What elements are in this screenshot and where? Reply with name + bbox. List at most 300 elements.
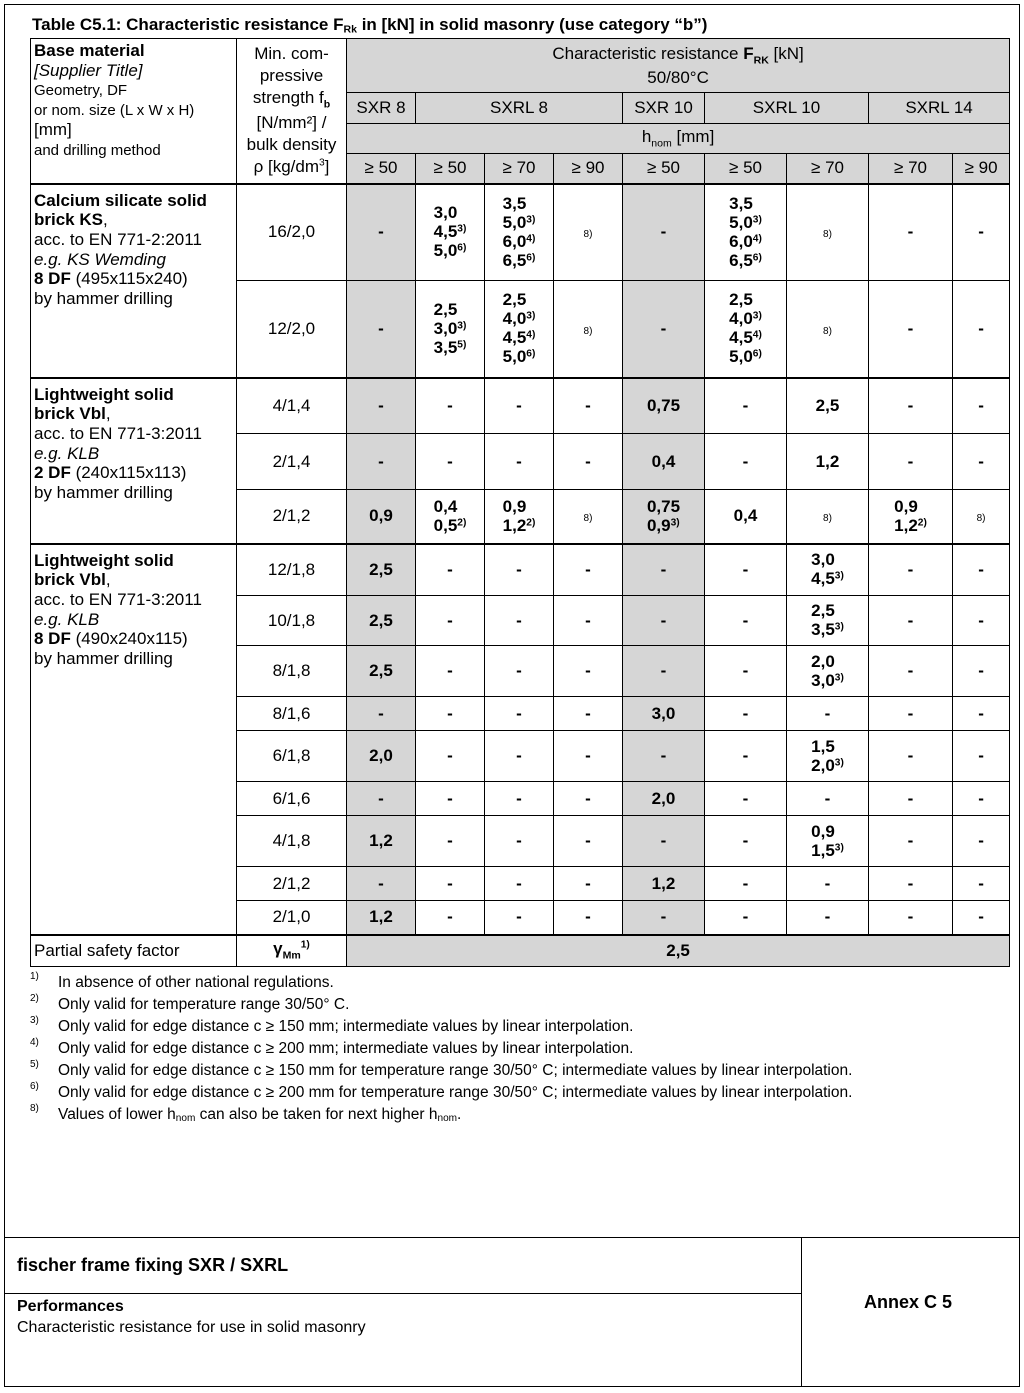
value-text: 0,9 <box>502 496 527 516</box>
value-text: - <box>907 661 914 681</box>
value-text: - <box>585 873 591 893</box>
value-text: 1,2 <box>651 873 676 893</box>
footnote-ref: 3) <box>834 757 844 769</box>
value-cell <box>347 281 416 378</box>
footnote-ref: 4) <box>752 233 762 245</box>
value-text: - <box>585 559 591 579</box>
value-text: 5,0 <box>502 347 527 367</box>
value-text: 1,2 <box>894 515 918 535</box>
value-text: - <box>978 451 984 471</box>
value-text: 5,0 <box>729 212 753 232</box>
value-text: - <box>742 395 749 415</box>
value-text: - <box>447 451 453 471</box>
value-text: - <box>516 746 522 766</box>
footnote-text: Only valid for edge distance c ≥ 150 mm for temperature range 30/50° C; intermediate values by linear interpolation. <box>58 1062 853 1079</box>
value-cell <box>953 434 1010 490</box>
hnom-header: $h_{nom}$ [mm] <box>347 124 1010 154</box>
value-cell <box>554 697 623 731</box>
value-text: - <box>447 831 453 851</box>
footnote-ref: 3) <box>670 517 680 529</box>
footnote-ref: 2) <box>526 517 536 529</box>
footer-vertical-divider <box>801 1237 802 1387</box>
footnote-ref: 3) <box>834 570 844 582</box>
footnote-text: Only valid for edge distance c ≥ 150 mm; intermediate values by linear interpolation. <box>58 1018 634 1035</box>
value-cell <box>787 378 869 434</box>
value-text: - <box>378 788 384 808</box>
value-text: - <box>447 746 453 766</box>
safety-factor-symbol: $\gamma_{Mm}^{1)}$ <box>237 935 347 967</box>
value-text: - <box>660 907 667 927</box>
value-cell <box>953 901 1010 935</box>
strength-header: Min. com- pressive strength $f_b$ [N/mm²] / bulk density ρ $[kg/dm^3]$ <box>237 39 347 184</box>
value-cell <box>787 184 869 281</box>
table-title: Table C5.1: Characteristic resistance $F_{Rk}$ in [kN] in solid masonry (use category “b”) <box>32 15 708 36</box>
footnote-ref: 3) <box>457 223 467 235</box>
value-cell <box>623 782 705 816</box>
value-text: 6,0 <box>729 231 753 251</box>
footnote-ref: 5) <box>457 339 467 351</box>
value-cell <box>554 901 623 935</box>
base-material-cell: Lightweight solid brick Vbl, acc. to EN 771-3:2011 e.g. KLB 8 DF (490x240x115) by hammer drilling <box>31 544 237 935</box>
value-cell <box>416 434 485 490</box>
value-text: 3,0 <box>433 203 458 223</box>
value-cell <box>416 731 485 782</box>
value-text: 6,5 <box>729 250 753 270</box>
value-text: - <box>742 451 749 471</box>
strength-cell: 2/1,4 <box>237 434 347 490</box>
table-row <box>31 378 1010 434</box>
value-text: - <box>742 788 749 808</box>
value-cell <box>416 697 485 731</box>
value-text: - <box>378 318 384 338</box>
footnote-ref: 3) <box>834 621 844 633</box>
value-text: - <box>660 222 667 242</box>
value-text: - <box>978 831 984 851</box>
value-cell <box>787 596 869 646</box>
value-text: - <box>516 395 522 415</box>
value-text: - <box>824 907 831 927</box>
value-text: - <box>978 610 984 630</box>
value-cell <box>485 731 554 782</box>
footnote-mark: 8) <box>30 1103 39 1114</box>
value-text: - <box>742 703 749 723</box>
value-text: 0,75 <box>646 496 681 516</box>
value-text: - <box>447 559 453 579</box>
value-cell <box>953 731 1010 782</box>
footnote-ref: 3) <box>834 842 844 854</box>
value-cell <box>787 434 869 490</box>
value-cell <box>485 378 554 434</box>
value-cell <box>787 697 869 731</box>
value-text: 2,0 <box>811 755 835 775</box>
value-cell <box>485 697 554 731</box>
value-text: - <box>516 831 522 851</box>
value-cell <box>705 378 787 434</box>
value-text: - <box>660 318 667 338</box>
footnote-item <box>30 1060 852 1082</box>
value-text: - <box>516 661 522 681</box>
value-text: 1,2 <box>815 451 840 471</box>
value-cell <box>705 697 787 731</box>
value-cell <box>705 867 787 901</box>
footnote-ref: 8) <box>976 513 986 525</box>
value-text: - <box>585 703 591 723</box>
value-cell <box>953 184 1010 281</box>
value-text: - <box>907 873 914 893</box>
depth-header: ≥ 50 <box>623 154 705 184</box>
product-name: fischer frame fixing SXR / SXRL <box>17 1255 289 1275</box>
value-cell <box>869 434 953 490</box>
value-text: - <box>447 610 453 630</box>
value-cell <box>416 281 485 378</box>
strength-cell: 12/2,0 <box>237 281 347 378</box>
strength-cell: 12/1,8 <box>237 544 347 596</box>
value-text: - <box>742 873 749 893</box>
value-text: - <box>585 831 591 851</box>
value-cell <box>554 434 623 490</box>
value-text: - <box>978 703 984 723</box>
value-text: 2,5 <box>369 559 393 579</box>
value-text: - <box>516 907 522 927</box>
value-cell <box>347 646 416 697</box>
value-cell <box>554 867 623 901</box>
value-cell <box>705 490 787 544</box>
value-text: - <box>378 395 384 415</box>
footnote-ref: 3) <box>526 310 536 322</box>
value-cell <box>347 378 416 434</box>
section-title: Performances <box>17 1298 124 1315</box>
value-text: 6,0 <box>502 231 527 251</box>
section-subtitle: Characteristic resistance for use in solid masonry <box>17 1319 366 1336</box>
value-text: - <box>978 746 984 766</box>
value-cell <box>953 281 1010 378</box>
value-text: - <box>907 788 914 808</box>
depth-header: ≥ 70 <box>869 154 953 184</box>
value-text: - <box>516 610 522 630</box>
value-cell <box>787 281 869 378</box>
footnote-ref: 8) <box>823 513 832 525</box>
value-cell <box>623 434 705 490</box>
value-text: 6,5 <box>502 250 527 270</box>
value-cell <box>623 490 705 544</box>
value-text: - <box>660 559 667 579</box>
value-text: - <box>978 661 984 681</box>
value-text: - <box>447 395 453 415</box>
strength-cell: 10/1,8 <box>237 596 347 646</box>
value-text: 3,0 <box>651 703 676 723</box>
value-cell <box>953 816 1010 867</box>
value-text: 4,5 <box>811 569 835 589</box>
value-text: - <box>447 703 453 723</box>
value-text: - <box>585 788 591 808</box>
value-text: - <box>907 746 914 766</box>
value-cell <box>416 816 485 867</box>
value-text: - <box>516 703 522 723</box>
value-cell <box>485 901 554 935</box>
value-text: 0,9 <box>369 506 393 526</box>
footnote-text: Only valid for temperature range 30/50° C. <box>58 996 350 1013</box>
value-text: 0,9 <box>646 515 671 535</box>
value-cell <box>787 646 869 697</box>
value-text: 2,5 <box>433 299 458 319</box>
footnote-text: In absence of other national regulations. <box>58 974 334 991</box>
value-text: 3,5 <box>729 193 753 213</box>
product-sxr8: SXR 8 <box>347 93 416 124</box>
value-cell <box>705 184 787 281</box>
value-text: - <box>585 451 591 471</box>
footnote-mark: 1) <box>30 971 39 982</box>
footnote-ref: 8) <box>583 325 593 337</box>
value-text: - <box>447 788 453 808</box>
value-cell <box>485 816 554 867</box>
value-cell <box>554 378 623 434</box>
value-cell <box>953 867 1010 901</box>
value-cell <box>485 490 554 544</box>
value-text: 4,5 <box>729 328 753 348</box>
footnote-ref: 8) <box>823 325 832 337</box>
footnote-ref: 8) <box>583 513 593 525</box>
value-cell <box>485 434 554 490</box>
value-cell <box>787 867 869 901</box>
value-text: - <box>378 451 384 471</box>
value-text: 2,5 <box>502 290 527 310</box>
depth-header: ≥ 50 <box>416 154 485 184</box>
value-cell <box>485 281 554 378</box>
strength-cell: 6/1,6 <box>237 782 347 816</box>
value-cell <box>869 697 953 731</box>
value-cell <box>953 490 1010 544</box>
value-text: 5,0 <box>502 212 527 232</box>
value-cell <box>869 378 953 434</box>
footnote-item <box>30 1038 852 1060</box>
value-text: - <box>585 661 591 681</box>
strength-cell: 2/1,2 <box>237 867 347 901</box>
value-cell <box>554 731 623 782</box>
value-cell <box>347 901 416 935</box>
footnote-item: 8) Values of lower $h_{nom}$ can also be taken for next higher $h_{nom}$. <box>30 1104 852 1130</box>
value-text: 3,0 <box>811 550 835 570</box>
safety-factor-label: Partial safety factor <box>31 935 237 967</box>
value-cell <box>416 378 485 434</box>
value-text: - <box>585 746 591 766</box>
value-text: - <box>978 395 984 415</box>
footnote-mark: 3) <box>30 1015 39 1026</box>
strength-cell: 16/2,0 <box>237 184 347 281</box>
value-text: - <box>907 451 914 471</box>
footnote-ref: 6) <box>752 252 762 264</box>
value-text: 1,2 <box>369 907 393 927</box>
value-text: 0,5 <box>433 515 458 535</box>
value-text: - <box>907 395 914 415</box>
product-sxrl8: SXRL 8 <box>416 93 623 124</box>
value-text: 2,0 <box>651 788 676 808</box>
value-cell <box>623 816 705 867</box>
value-text: - <box>660 661 667 681</box>
value-text: - <box>824 788 831 808</box>
value-cell <box>623 867 705 901</box>
value-cell <box>347 816 416 867</box>
footnote-ref: 4) <box>526 329 536 341</box>
footnote-text: Only valid for edge distance c ≥ 200 mm for temperature range 30/50° C; intermediate values by linear interpolation. <box>58 1084 853 1101</box>
value-text: - <box>907 222 914 242</box>
value-text: - <box>742 746 749 766</box>
value-cell <box>347 434 416 490</box>
value-cell <box>953 697 1010 731</box>
value-text: - <box>742 831 749 851</box>
value-cell <box>953 782 1010 816</box>
footnotes <box>30 972 852 1130</box>
value-cell <box>554 281 623 378</box>
value-cell <box>623 596 705 646</box>
value-cell <box>953 544 1010 596</box>
footnote-ref: 3) <box>752 310 762 322</box>
footnote-mark: 6) <box>30 1081 39 1092</box>
value-text: - <box>907 559 914 579</box>
product-sxrl14: SXRL 14 <box>869 93 1010 124</box>
value-text: - <box>516 559 522 579</box>
value-text: 0,75 <box>646 395 681 415</box>
value-text: 5,0 <box>433 241 458 261</box>
value-text: 5,0 <box>729 347 753 367</box>
strength-cell: 2/1,0 <box>237 901 347 935</box>
value-cell <box>554 596 623 646</box>
footnote-mark: 2) <box>30 993 39 1004</box>
value-cell <box>416 867 485 901</box>
depth-header: ≥ 70 <box>485 154 554 184</box>
footnote-ref: 3) <box>457 320 467 332</box>
value-cell <box>623 281 705 378</box>
value-cell <box>705 596 787 646</box>
value-cell <box>705 731 787 782</box>
value-text: - <box>660 831 667 851</box>
value-cell <box>416 184 485 281</box>
value-cell <box>787 816 869 867</box>
value-text: - <box>978 788 984 808</box>
value-cell <box>705 816 787 867</box>
strength-cell: 4/1,8 <box>237 816 347 867</box>
footnote-item <box>30 1016 852 1038</box>
depth-header: ≥ 90 <box>953 154 1010 184</box>
value-cell <box>953 646 1010 697</box>
value-cell <box>623 901 705 935</box>
value-text: - <box>824 873 831 893</box>
base-material-cell: Lightweight solid brick Vbl, acc. to EN 771-3:2011 e.g. KLB 2 DF (240x115x113) by hammer drilling <box>31 378 237 544</box>
value-cell <box>416 490 485 544</box>
depth-header: ≥ 50 <box>705 154 787 184</box>
value-text: - <box>824 703 831 723</box>
value-text: 2,5 <box>729 290 753 310</box>
strength-cell: 8/1,6 <box>237 697 347 731</box>
product-sxr10: SXR 10 <box>623 93 705 124</box>
footnote-text: Only valid for edge distance c ≥ 200 mm; intermediate values by linear interpolation. <box>58 1040 634 1057</box>
annex-label: Annex C 5 <box>864 1292 953 1312</box>
footer-divider <box>4 1237 1020 1238</box>
value-text: 2,5 <box>811 601 835 621</box>
value-text: - <box>978 318 984 338</box>
value-text: 3,0 <box>433 318 458 338</box>
strength-cell: 8/1,8 <box>237 646 347 697</box>
value-text: - <box>447 907 453 927</box>
value-text: - <box>447 873 453 893</box>
product-sxrl10: SXRL 10 <box>705 93 869 124</box>
value-text: 2,5 <box>815 395 840 415</box>
footnote-item <box>30 972 852 994</box>
depth-header: ≥ 70 <box>787 154 869 184</box>
table-row <box>31 184 1010 281</box>
value-text: 2,0 <box>369 746 393 766</box>
value-cell <box>787 731 869 782</box>
value-cell <box>869 490 953 544</box>
value-cell <box>416 901 485 935</box>
value-cell <box>485 782 554 816</box>
value-text: - <box>516 788 522 808</box>
value-text: - <box>585 907 591 927</box>
value-text: - <box>585 395 591 415</box>
value-cell <box>347 782 416 816</box>
value-cell <box>347 867 416 901</box>
value-cell <box>787 544 869 596</box>
value-cell <box>869 867 953 901</box>
footnote-ref: 6) <box>457 242 467 254</box>
value-text: 2,5 <box>369 610 393 630</box>
value-cell <box>485 646 554 697</box>
value-text: 1,2 <box>369 831 393 851</box>
value-text: 0,4 <box>651 451 676 471</box>
footnote-ref: 8) <box>823 229 832 241</box>
value-cell <box>347 184 416 281</box>
value-text: 4,0 <box>502 309 527 329</box>
value-cell <box>485 596 554 646</box>
value-text: - <box>907 610 914 630</box>
value-cell <box>554 816 623 867</box>
value-text: - <box>447 661 453 681</box>
value-text: 3,5 <box>433 337 458 357</box>
value-cell <box>623 544 705 596</box>
value-text: 4,5 <box>502 328 527 348</box>
value-cell <box>787 901 869 935</box>
footnote-ref: 3) <box>752 214 762 226</box>
footnote-ref: 4) <box>752 329 762 341</box>
value-cell <box>485 867 554 901</box>
value-cell <box>485 184 554 281</box>
value-text: - <box>907 831 914 851</box>
value-cell <box>869 544 953 596</box>
value-cell <box>623 184 705 281</box>
footnote-ref: 8) <box>583 229 593 241</box>
value-cell <box>869 184 953 281</box>
base-material-cell: Calcium silicate solid brick KS, acc. to EN 771-2:2011 e.g. KS Wemding 8 DF (495x115x240) by hammer drilling <box>31 184 237 378</box>
value-text: 0,9 <box>894 496 918 516</box>
value-text: - <box>907 318 914 338</box>
value-text: 4,0 <box>729 309 753 329</box>
value-cell <box>347 731 416 782</box>
value-cell <box>869 782 953 816</box>
value-cell <box>869 281 953 378</box>
footnote-mark: 5) <box>30 1059 39 1070</box>
value-text: - <box>660 746 667 766</box>
value-text: 0,9 <box>811 821 835 841</box>
value-cell <box>347 544 416 596</box>
value-text: 4,5 <box>433 222 458 242</box>
footnote-ref: 4) <box>526 233 536 245</box>
value-cell <box>787 782 869 816</box>
value-text: 1,5 <box>811 736 835 756</box>
value-cell <box>623 378 705 434</box>
value-cell <box>953 378 1010 434</box>
value-text: - <box>978 222 984 242</box>
resistance-table <box>30 38 1010 967</box>
footnote-ref: 3) <box>834 672 844 684</box>
